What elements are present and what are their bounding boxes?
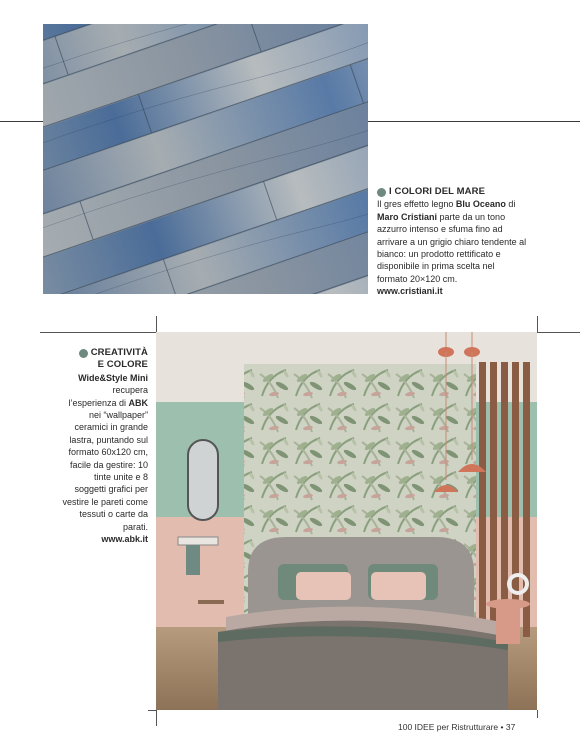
crop-mark-bottom-left-v (156, 710, 157, 726)
bedroom-photo (156, 332, 537, 710)
product-name: Blu Oceano (455, 199, 506, 210)
cristiani-link[interactable]: www.cristiani.it (377, 286, 443, 297)
bullet-dot-icon (79, 349, 88, 358)
crop-mark-bottom-right-v (537, 710, 538, 718)
right-horizontal-rule (368, 121, 580, 122)
product-name: Wide&Style Mini (78, 372, 148, 383)
wood-tile-photo (43, 24, 368, 294)
crop-mark-top-right-h (537, 332, 580, 333)
brand-name: Maro Cristiani (377, 211, 438, 222)
caption-creativita-e-colore (62, 347, 148, 546)
caption-body: Il gres effetto legno Blu Oceano di Maro Cristiani parte da un tono azzurro intenso e sfuma fino ad arrivare a un grigio chiaro tendente al bianco: un prodotto rettificato e disponibile in prima scelta nel formato 20×120 cm. (377, 199, 527, 284)
caption-heading: CREATIVITÀ (62, 347, 148, 359)
caption-heading-line2: E COLORE (97, 359, 148, 371)
crop-mark-left-v (156, 316, 157, 332)
crop-mark-bottom-h (148, 710, 156, 711)
caption-heading: I COLORI DEL MARE (377, 186, 527, 198)
caption-colori-del-mare (377, 186, 527, 298)
abk-link[interactable]: www.abk.it (101, 534, 148, 545)
crop-mark-top-left-h (40, 332, 156, 333)
caption-body: recupera l’esperienza di ABK nei “wallpaper” ceramici in grande lastra, puntando sul formato 60x120 cm, facile da gestire: 10 tinte unite e 8 soggetti grafici per vestire le pareti come tessuti o carte da parati. (62, 385, 148, 532)
page-folio: 100 IDEE per Ristrutturare • 37 (398, 722, 516, 732)
bullet-dot-icon (377, 188, 386, 197)
crop-mark-right-v (537, 316, 538, 332)
left-horizontal-rule (0, 121, 43, 122)
brand-name: ABK (128, 397, 148, 408)
